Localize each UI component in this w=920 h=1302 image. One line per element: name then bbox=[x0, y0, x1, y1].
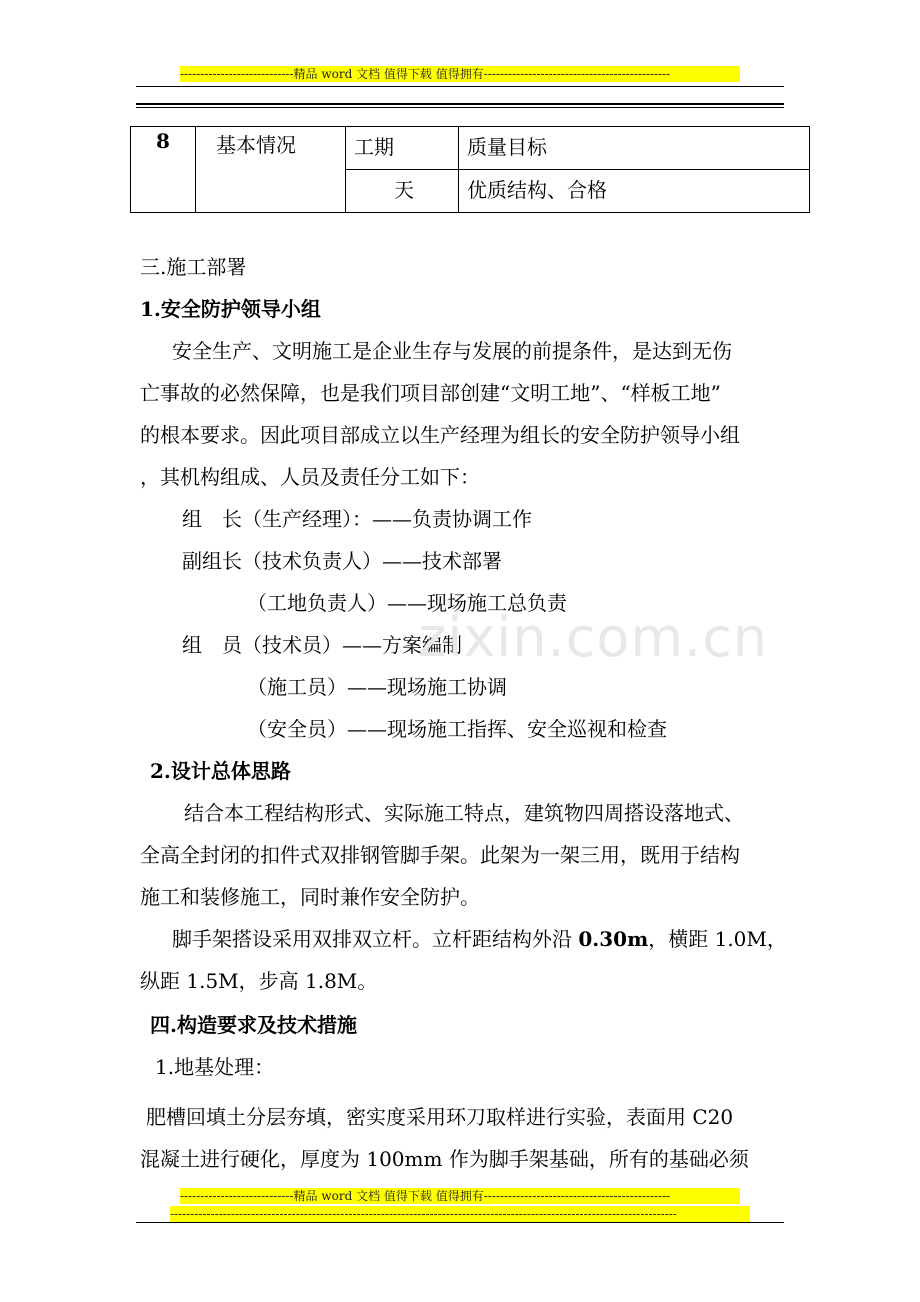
role-item: 组 员（技术员）——方案编制 bbox=[182, 633, 462, 657]
info-table bbox=[130, 126, 810, 213]
watermark: zixin.com.cn bbox=[418, 606, 769, 669]
text-run: ，横距 1.0M， bbox=[648, 927, 787, 951]
section-heading: 三.施工部署 bbox=[140, 255, 247, 279]
role-item: 组 长（生产经理）：——负责协调工作 bbox=[182, 507, 532, 531]
subsection-heading: 1.安全防护领导小组 bbox=[140, 297, 321, 321]
text-run: 脚手架搭设采用双排双立杆。立杆距结构外沿 bbox=[172, 927, 579, 951]
paragraph-line: 混凝土进行硬化，厚度为 100mm 作为脚手架基础，所有的基础必须 bbox=[140, 1147, 749, 1171]
footer-banner-dashes: ----------------------------------------------------------------------------------------------------------------------------- bbox=[170, 1206, 750, 1222]
paragraph-line: 的根本要求。因此项目部成立以生产经理为组长的安全防护领导小组 bbox=[140, 423, 740, 447]
paragraph-line: 结合本工程结构形式、实际施工特点，建筑物四周搭设落地式、 bbox=[184, 801, 744, 825]
row-label: 基本情况 bbox=[196, 127, 346, 213]
section-heading: 四.构造要求及技术措施 bbox=[150, 1013, 357, 1037]
paragraph-line: 纵距 1.5M，步高 1.8M。 bbox=[140, 969, 378, 993]
duration-value: 天 bbox=[346, 170, 459, 213]
paragraph-line: 亡事故的必然保障，也是我们项目部创建“文明工地”、“样板工地” bbox=[140, 381, 721, 405]
header-rule-thick bbox=[136, 103, 784, 105]
footer-banner: ----------------------------精品 word 文档 值得下载 值得拥有---------------------------------------------- bbox=[180, 1188, 740, 1204]
role-item: （安全员）——现场施工指挥、安全巡视和检查 bbox=[247, 717, 667, 741]
header-rule-thin bbox=[136, 107, 784, 108]
role-item: 副组长（技术负责人）——技术部署 bbox=[182, 549, 502, 573]
role-item: （工地负责人）——现场施工总负责 bbox=[247, 591, 567, 615]
header-rule bbox=[136, 86, 784, 87]
footer-rule bbox=[136, 1222, 784, 1223]
paragraph-line: 全高全封闭的扣件式双排钢管脚手架。此架为一架三用，既用于结构 bbox=[140, 843, 740, 867]
paragraph-line bbox=[172, 925, 787, 953]
header-banner: ----------------------------精品 word 文档 值得下载 值得拥有---------------------------------------------- bbox=[180, 66, 740, 82]
paragraph-line: 肥槽回填土分层夯填，密实度采用环刀取样进行实验，表面用 C20 bbox=[146, 1105, 734, 1129]
duration-header: 工期 bbox=[346, 127, 459, 170]
quality-value: 优质结构、合格 bbox=[459, 170, 810, 213]
quality-header: 质量目标 bbox=[459, 127, 810, 170]
subsection-heading: 2.设计总体思路 bbox=[150, 759, 291, 783]
paragraph-line: 安全生产、文明施工是企业生存与发展的前提条件，是达到无伤 bbox=[172, 339, 732, 363]
text-run-bold: 0.30m bbox=[578, 927, 649, 951]
paragraph-line: 施工和装修施工，同时兼作安全防护。 bbox=[140, 885, 480, 909]
paragraph-line: ，其机构组成、人员及责任分工如下： bbox=[140, 465, 480, 489]
subsection-heading: 1.地基处理： bbox=[155, 1055, 275, 1079]
row-number: 8 bbox=[131, 127, 196, 213]
role-item: （施工员）——现场施工协调 bbox=[247, 675, 507, 699]
